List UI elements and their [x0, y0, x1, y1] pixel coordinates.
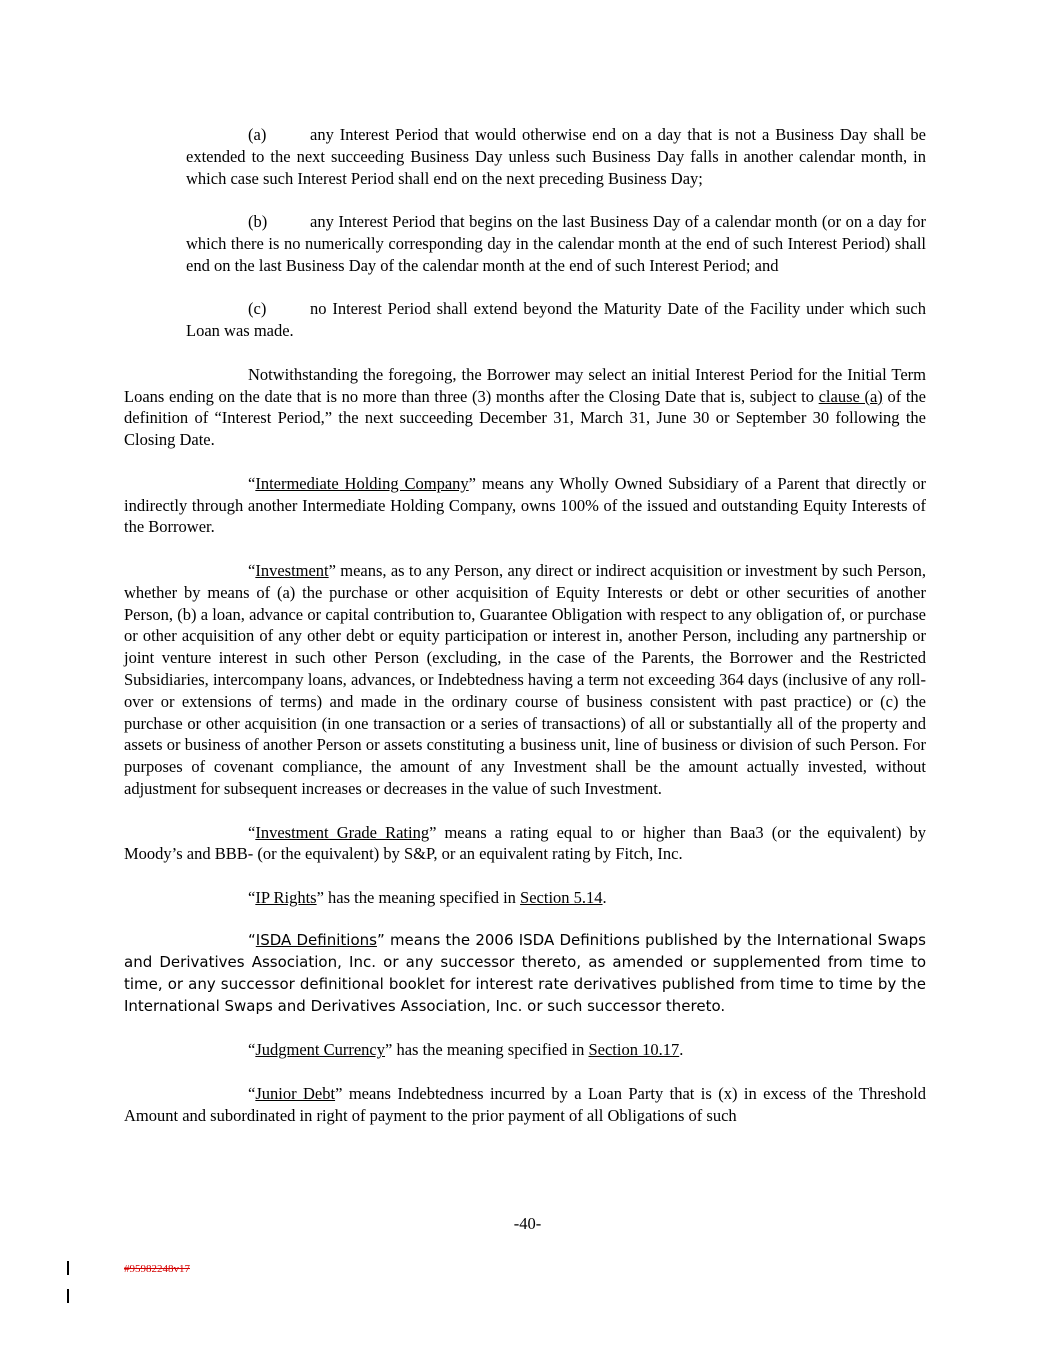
page-number: -40-	[513, 1214, 542, 1233]
clause-c-text: no Interest Period shall extend beyond the Maturity Date of the Facility under which such Loan was made.	[186, 299, 926, 341]
clause-a-text: any Interest Period that would otherwise end on a day that is not a Business Day shall be extended to the next succeeding Business Day unless such Business Day falls in another calendar month, in which case such Interest Period shall end on the next preceding Business Day;	[186, 125, 926, 188]
document-id: #95982248v17	[124, 1263, 190, 1275]
section-5-14-reference: Section 5.14	[520, 887, 603, 907]
clause-a-reference: clause (a)	[818, 386, 883, 406]
term-junior-debt: Junior Debt	[255, 1084, 336, 1104]
clause-b	[186, 211, 926, 276]
clause-c-label: (c)	[248, 299, 267, 319]
definition-intermediate-holding-company: “Intermediate Holding Company” means any Wholly Owned Subsidiary of a Parent that directly or indirectly through another Intermediate Holding Company, owns 100% of the issued and outstanding Equity Interests of the Borrower.	[124, 473, 926, 537]
term-investment: Investment	[255, 560, 329, 580]
section-10-17-reference: Section 10.17	[588, 1040, 680, 1060]
definition-isda-definitions: “ISDA Definitions” means the 2006 ISDA Definitions published by the International Swaps and Derivatives Association, Inc. or any successor thereto, as amended or supplemented from time to time, or any successor definitional booklet for interest rate derivatives published from time to time by the International Swaps and Derivatives Association, Inc. or such successor thereto.	[124, 931, 926, 1015]
definition-investment: “Investment” means, as to any Person, any direct or indirect acquisition or investment by such Person, whether by means of (a) the purchase or other acquisition of Equity Interests or debt or other securities of another Person, (b) a loan, advance or capital contribution to, Guarantee Obligation with respect to any obligation of, or purchase or other acquisition of any other debt or equity participation or interest in, another Person, including any partnership or joint venture interest in such other Person (excluding, in the case of the Parents, the Borrower and the Restricted Subsidiaries, intercompany loans, advances, or Indebtedness having a term not exceeding 364 days (inclusive of any roll-over or extensions of terms) and made in the ordinary course of business consistent with past practice) or (c) the purchase or other acquisition (in one transaction or a series of transactions) of all or substantially all of the property and assets or business of another Person or assets constituting a business unit, line of business or division of such Person. For purposes of covenant compliance, the amount of any Investment shall be the amount actually invested, without adjustment for subsequent increases or decreases in the value of such Investment.	[124, 560, 926, 798]
revision-bar-1	[67, 1261, 69, 1275]
clause-a	[186, 124, 926, 189]
clause-b-text: any Interest Period that begins on the last Business Day of a calendar month (or on a day for which there is no numerically corresponding day in the calendar month at the end of such Interest Period) shall end on the last Business Day of the calendar month at the end of such Interest Period; and	[186, 212, 926, 275]
clause-b-label: (b)	[248, 212, 268, 232]
definition-ip-rights: “IP Rights” has the meaning specified in Section 5.14.	[248, 887, 607, 907]
notwithstanding-paragraph: Notwithstanding the foregoing, the Borrower may select an initial Interest Period for the Initial Term Loans ending on the date that is no more than three (3) months after the Closing Date that is, subject to clause (a) of the definition of “Interest Period,” the next succeeding December 31, March 31, June 30 or September 30 following the Closing Date.	[124, 364, 926, 450]
term-isda-definitions: ISDA Definitions	[255, 931, 377, 950]
document-body	[124, 124, 926, 1148]
definition-junior-debt: “Junior Debt” means Indebtedness incurred by a Loan Party that is (x) in excess of the Threshold Amount and subordinated in right of payment to the prior payment of all Obligations of such	[124, 1084, 926, 1125]
revision-bar-2	[67, 1289, 69, 1303]
clause-c	[186, 298, 926, 342]
term-intermediate-holding-company: Intermediate Holding Company	[255, 473, 469, 493]
term-judgment-currency: Judgment Currency	[255, 1040, 386, 1060]
clause-a-label: (a)	[248, 125, 267, 144]
term-ip-rights: IP Rights	[255, 887, 317, 907]
definition-investment-grade-rating: “Investment Grade Rating” means a rating equal to or higher than Baa3 (or the equivalent) by Moody’s and BBB- (or the equivalent) by S&P, or an equivalent rating by Fitch, Inc.	[124, 822, 926, 864]
term-investment-grade-rating: Investment Grade Rating	[255, 822, 430, 842]
definition-judgment-currency: “Judgment Currency” has the meaning specified in Section 10.17.	[248, 1040, 684, 1060]
